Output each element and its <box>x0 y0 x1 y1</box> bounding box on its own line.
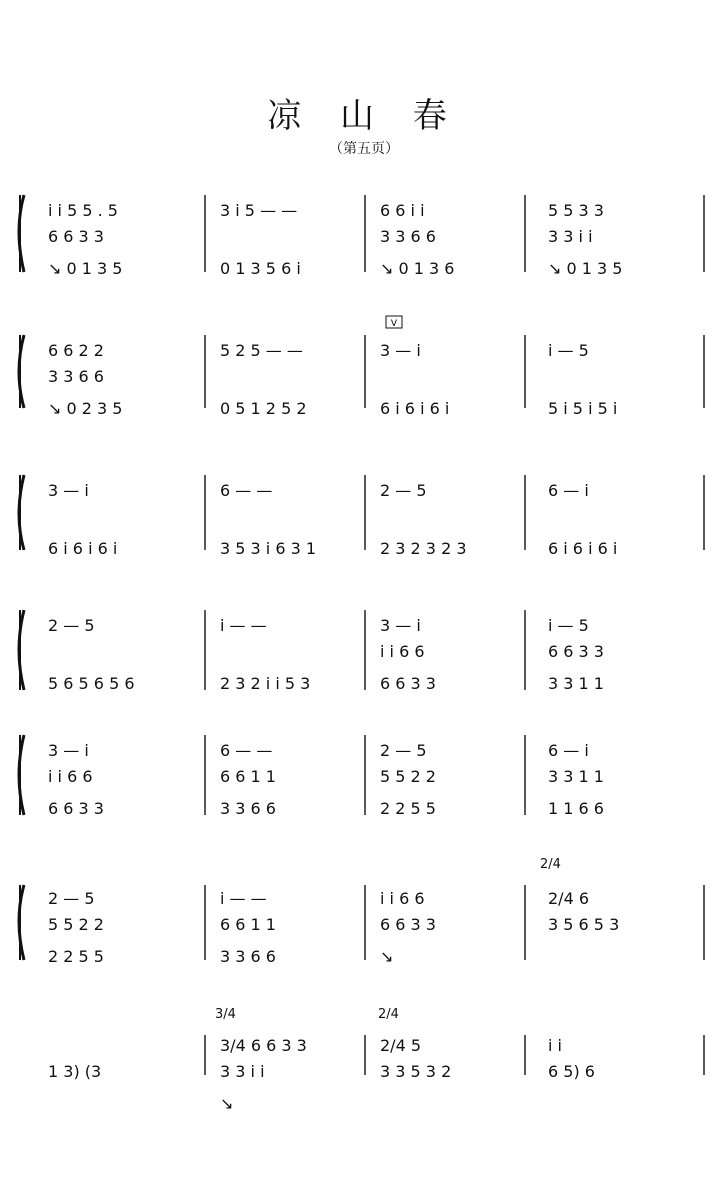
notation-top: 2 — 5 <box>380 741 427 760</box>
notation-bottom: 2 2 5 5 <box>380 799 436 818</box>
notation-bottom: 3 3 6 6 <box>220 799 276 818</box>
notation-bottom: ↘ 0 1 3 6 <box>380 259 455 278</box>
time-signature-2-4-b: 2/4 <box>378 1007 399 1022</box>
time-signature-2-4: 2/4 <box>540 857 561 872</box>
notation-mid: 6 6 3 3 <box>380 915 436 934</box>
notation-top: 2/4 6 <box>548 889 590 908</box>
notation-bottom: ↘ <box>380 947 394 966</box>
notation-bottom: ↘ 0 1 3 5 <box>48 259 123 278</box>
notation-top: i i 5 5 . 5 <box>48 201 118 220</box>
notation-bottom: ↘ 0 2 3 5 <box>48 399 123 418</box>
notation-top: 2 — 5 <box>48 889 95 908</box>
notation-top: 6 — — <box>220 741 273 760</box>
notation-mid: 5 5 2 2 <box>48 915 104 934</box>
notation-mid: 6 5) 6 <box>548 1062 595 1081</box>
notation-top: 3 — i <box>380 341 421 360</box>
system-brackets <box>19 195 24 960</box>
notation-mid: 3 3 1 1 <box>548 767 604 786</box>
notation-mid: 5 5 2 2 <box>380 767 436 786</box>
notation-bottom: 1 1 6 6 <box>548 799 604 818</box>
box-marking-label: V <box>390 319 398 329</box>
notation-bottom: 6 i 6 i 6 i <box>48 539 118 558</box>
notation-top: 3/4 6 6 3 3 <box>220 1036 307 1055</box>
notation-bottom: 3 3 1 1 <box>548 674 604 693</box>
notation-top: 3 — i <box>380 616 421 635</box>
notation-top: 6 6 2 2 <box>48 341 104 360</box>
notation-mid: 3 3 i i <box>548 227 593 246</box>
notation-top: 3 i 5 — — <box>220 201 298 220</box>
box-marking <box>386 316 402 329</box>
notation-top: i i <box>548 1036 562 1055</box>
notation-bottom: 2 2 5 5 <box>48 947 104 966</box>
notation-mid: i i 6 6 <box>380 642 425 661</box>
page-title: 凉 山 春 <box>267 96 461 136</box>
notation-top: 6 — i <box>548 741 589 760</box>
notation-top: 6 6 i i <box>380 201 425 220</box>
notation-mid: 3 3 6 6 <box>380 227 436 246</box>
notation-top: i i 6 6 <box>380 889 425 908</box>
notation-top: 2 — 5 <box>380 481 427 500</box>
notation-mid: 1 3) (3 <box>48 1062 102 1081</box>
notation-bottom: 3 5 3 i 6 3 1 <box>220 539 317 558</box>
time-signature-3-4: 3/4 <box>215 1007 236 1022</box>
notation-top: 2/4 5 <box>380 1036 422 1055</box>
notation-mid: 3 5 6 5 3 <box>548 915 620 934</box>
notation-bottom: 6 6 3 3 <box>380 674 436 693</box>
notation-bottom: 3 3 6 6 <box>220 947 276 966</box>
notation-bottom: 5 6 5 6 5 6 <box>48 674 135 693</box>
bar-lines <box>205 195 704 1075</box>
notation-mid: 6 6 1 1 <box>220 915 276 934</box>
notation-top: 5 5 3 3 <box>548 201 604 220</box>
notation-bottom: 5 i 5 i 5 i <box>548 399 618 418</box>
notation-mid: i i 6 6 <box>48 767 93 786</box>
notation-bottom: 2 3 2 i i 5 3 <box>220 674 311 693</box>
notation-top: 2 — 5 <box>48 616 95 635</box>
notation-mid: 3 3 5 3 2 <box>380 1062 452 1081</box>
notation-top: i — — <box>220 889 267 908</box>
notation-top: i — 5 <box>548 616 589 635</box>
notation-top: 3 — i <box>48 481 89 500</box>
notation-top: 6 — i <box>548 481 589 500</box>
notation-bottom: 0 1 3 5 6 i <box>220 259 301 278</box>
notation-top: 5 2 5 — — <box>220 341 303 360</box>
notation-top: i — — <box>220 616 267 635</box>
time-signatures <box>215 857 561 1022</box>
notation-mid: 3 3 i i <box>220 1062 265 1081</box>
notation-bottom: 6 i 6 i 6 i <box>380 399 450 418</box>
notation-bottom: ↘ <box>220 1094 234 1113</box>
notation-bottom: 0 5 1 2 5 2 <box>220 399 307 418</box>
notation-top: i — 5 <box>548 341 589 360</box>
notation-group <box>48 201 622 1113</box>
notation-mid: 3 3 6 6 <box>48 367 104 386</box>
notation-bottom: 6 i 6 i 6 i <box>548 539 618 558</box>
notation-bottom: 2 3 2 3 2 3 <box>380 539 467 558</box>
page-subtitle: （第五页） <box>329 141 399 157</box>
notation-mid: 6 6 1 1 <box>220 767 276 786</box>
notation-bottom: 6 6 3 3 <box>48 799 104 818</box>
notation-bottom: ↘ 0 1 3 5 <box>548 259 623 278</box>
notation-top: 6 — — <box>220 481 273 500</box>
notation-mid: 6 6 3 3 <box>48 227 104 246</box>
notation-mid: 6 6 3 3 <box>548 642 604 661</box>
notation-top: 3 — i <box>48 741 89 760</box>
